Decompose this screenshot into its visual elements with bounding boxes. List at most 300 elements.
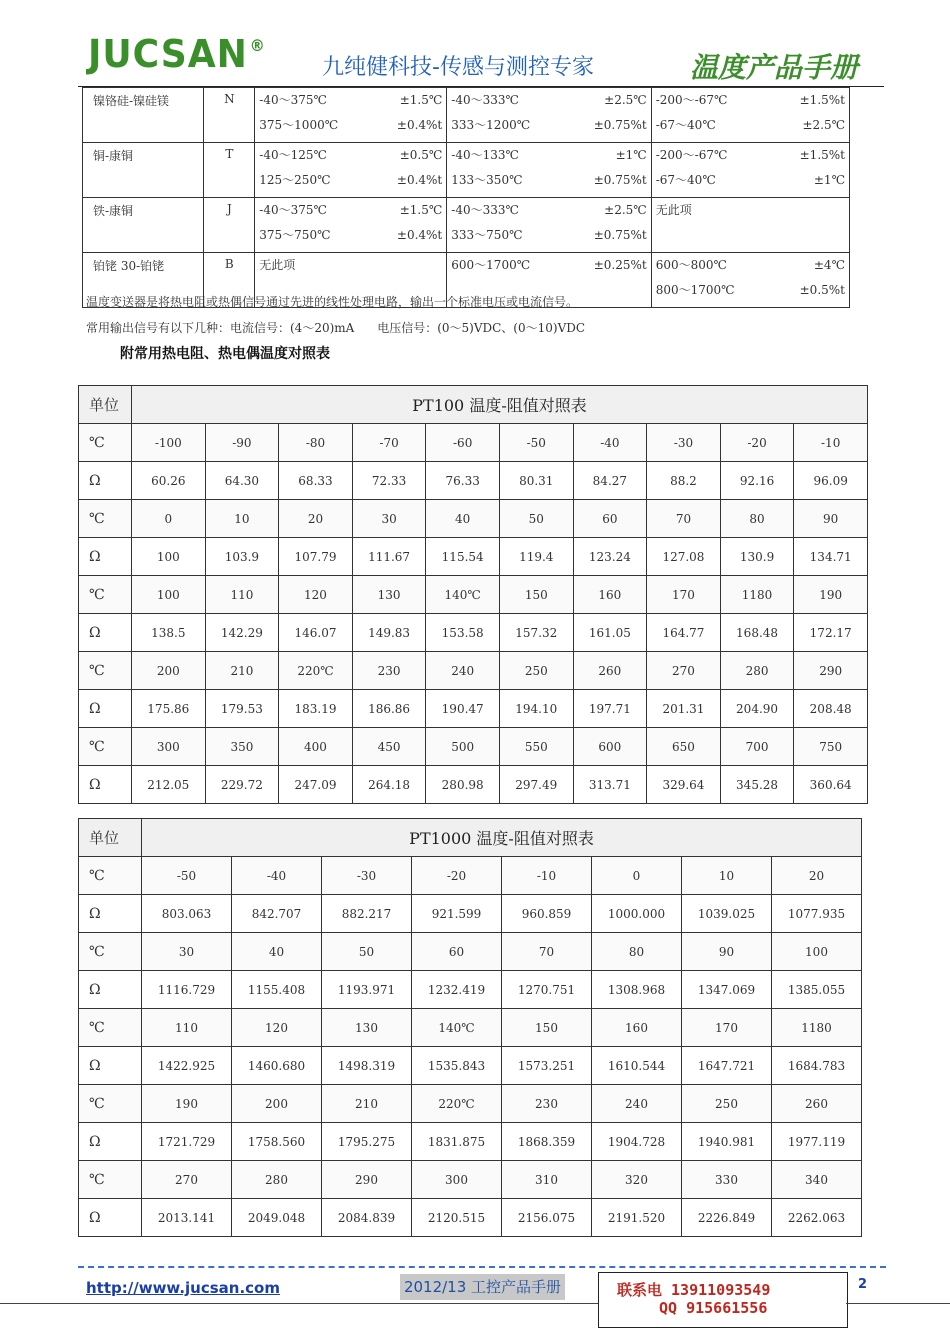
- table-header-row: [79, 386, 868, 424]
- resistance-cell: 1795.275: [322, 1123, 412, 1161]
- tc-accuracy-cell: [651, 198, 849, 253]
- temperature-cell: 650: [647, 728, 721, 766]
- resistance-cell: 80.31: [499, 462, 573, 500]
- resistance-cell: 96.09: [794, 462, 868, 500]
- resistance-cell: 2156.075: [502, 1199, 592, 1237]
- tc-accuracy-cell: [447, 143, 651, 198]
- temperature-cell: 10: [205, 500, 279, 538]
- resistance-cell: 2226.849: [682, 1199, 772, 1237]
- temperature-cell: 110: [205, 576, 279, 614]
- celsius-symbol: ℃: [79, 500, 132, 538]
- resistance-row: [79, 614, 868, 652]
- resistance-cell: 280.98: [426, 766, 500, 804]
- tc-range-line: [447, 168, 650, 193]
- celsius-symbol: ℃: [79, 1085, 142, 1123]
- tc-range: -40～333℃: [451, 203, 519, 217]
- temperature-cell: 20: [279, 500, 353, 538]
- table-title: PT100 温度-阻值对照表: [132, 386, 868, 424]
- tc-range-line: [447, 198, 650, 223]
- temperature-cell: 330: [682, 1161, 772, 1199]
- company-tagline: 九纯健科技-传感与测控专家: [322, 55, 594, 80]
- temperature-cell: 120: [232, 1009, 322, 1047]
- temperature-cell: 220℃: [279, 652, 353, 690]
- resistance-cell: 164.77: [647, 614, 721, 652]
- temperature-cell: 150: [499, 576, 573, 614]
- temperature-cell: 320: [592, 1161, 682, 1199]
- temperature-cell: 550: [499, 728, 573, 766]
- ohm-symbol: Ω: [79, 1123, 142, 1161]
- resistance-cell: 161.05: [573, 614, 647, 652]
- temperature-cell: 190: [142, 1085, 232, 1123]
- temperature-cell: 90: [682, 933, 772, 971]
- tc-range-line: [255, 88, 446, 113]
- temperature-cell: 280: [232, 1161, 322, 1199]
- temperature-cell: 70: [647, 500, 721, 538]
- tc-tolerance: ±2.5℃: [802, 118, 845, 132]
- tc-tolerance: ±0.4%t: [396, 118, 443, 132]
- temperature-cell: -80: [279, 424, 353, 462]
- tc-range: 375～750℃: [259, 228, 331, 242]
- temperature-cell: 140℃: [426, 576, 500, 614]
- resistance-cell: 68.33: [279, 462, 353, 500]
- celsius-symbol: ℃: [79, 652, 132, 690]
- tc-tolerance: ±1℃: [813, 173, 845, 187]
- resistance-cell: 1535.843: [412, 1047, 502, 1085]
- tc-range-line: [652, 223, 849, 248]
- tc-type-name: 铂铑 30-铂铑: [83, 253, 204, 308]
- temperature-cell: -70: [352, 424, 426, 462]
- temperature-cell: 170: [682, 1009, 772, 1047]
- resistance-cell: 882.217: [322, 895, 412, 933]
- ohm-symbol: Ω: [79, 1199, 142, 1237]
- resistance-cell: 88.2: [647, 462, 721, 500]
- resistance-cell: 1039.025: [682, 895, 772, 933]
- document-title: 温度产品手册: [690, 51, 859, 84]
- resistance-cell: 134.71: [794, 538, 868, 576]
- temperature-row: [79, 728, 868, 766]
- tc-tolerance: ±0.75%t: [593, 173, 647, 187]
- resistance-cell: 960.859: [502, 895, 592, 933]
- temperature-cell: -40: [232, 857, 322, 895]
- temperature-cell: -10: [502, 857, 592, 895]
- temperature-cell: -10: [794, 424, 868, 462]
- tc-range: -67～40℃: [655, 118, 716, 132]
- resistance-row: [79, 895, 862, 933]
- resistance-cell: 142.29: [205, 614, 279, 652]
- resistance-cell: 1721.729: [142, 1123, 232, 1161]
- temperature-cell: 200: [232, 1085, 322, 1123]
- tc-range: 133～350℃: [451, 173, 523, 187]
- tc-row: [83, 198, 850, 253]
- resistance-cell: 921.599: [412, 895, 502, 933]
- temperature-cell: 240: [426, 652, 500, 690]
- thermocouple-accuracy-table: [82, 87, 850, 308]
- tc-accuracy-cell: [651, 143, 849, 198]
- resistance-row: [79, 538, 868, 576]
- resistance-cell: 1460.680: [232, 1047, 322, 1085]
- tc-tolerance: ±2.5℃: [604, 93, 647, 107]
- resistance-cell: 194.10: [499, 690, 573, 728]
- resistance-cell: 1647.721: [682, 1047, 772, 1085]
- temperature-cell: -20: [412, 857, 502, 895]
- tc-tolerance: ±0.4%t: [396, 173, 443, 187]
- tc-row: [83, 143, 850, 198]
- resistance-cell: 179.53: [205, 690, 279, 728]
- tc-range: -200～-67℃: [655, 148, 728, 162]
- resistance-cell: 190.47: [426, 690, 500, 728]
- temperature-cell: 160: [573, 576, 647, 614]
- resistance-cell: 119.4: [499, 538, 573, 576]
- tc-range-line: [652, 253, 849, 278]
- temperature-cell: 40: [426, 500, 500, 538]
- temperature-cell: 500: [426, 728, 500, 766]
- resistance-cell: 123.24: [573, 538, 647, 576]
- tc-tolerance: ±4℃: [813, 258, 845, 272]
- temperature-cell: 10: [682, 857, 772, 895]
- temperature-cell: -50: [142, 857, 232, 895]
- tc-accuracy-cell: [255, 143, 447, 198]
- temperature-row: [79, 500, 868, 538]
- tc-range-line: [447, 143, 650, 168]
- temperature-row: [79, 857, 862, 895]
- resistance-cell: 1684.783: [772, 1047, 862, 1085]
- celsius-symbol: ℃: [79, 576, 132, 614]
- temperature-cell: 50: [499, 500, 573, 538]
- tc-range-line: [652, 278, 849, 303]
- tc-range-line: [255, 253, 446, 278]
- tc-range-line: [255, 198, 446, 223]
- resistance-cell: 229.72: [205, 766, 279, 804]
- tc-tolerance: ±1.5℃: [399, 93, 443, 107]
- temperature-row: [79, 1009, 862, 1047]
- tc-range: -40～133℃: [451, 148, 519, 162]
- tc-range-line: [447, 88, 650, 113]
- resistance-cell: 2191.520: [592, 1199, 682, 1237]
- tc-tolerance: ±0.5%t: [799, 283, 845, 297]
- company-logo: JUCSAN ®: [88, 32, 266, 76]
- temperature-row: [79, 424, 868, 462]
- tc-range: 333～750℃: [451, 228, 523, 242]
- temperature-cell: 1180: [772, 1009, 862, 1047]
- resistance-row: [79, 971, 862, 1009]
- temperature-cell: 140℃: [412, 1009, 502, 1047]
- resistance-cell: 157.32: [499, 614, 573, 652]
- tc-tolerance: ±0.25%t: [593, 258, 647, 272]
- celsius-symbol: ℃: [79, 1161, 142, 1199]
- tc-type-code: J: [204, 198, 255, 253]
- temperature-cell: 30: [352, 500, 426, 538]
- resistance-cell: 1385.055: [772, 971, 862, 1009]
- resistance-cell: 1308.968: [592, 971, 682, 1009]
- resistance-cell: 1116.729: [142, 971, 232, 1009]
- tc-type-code: N: [204, 88, 255, 143]
- resistance-cell: 111.67: [352, 538, 426, 576]
- resistance-cell: 60.26: [132, 462, 206, 500]
- tc-tolerance: ±1.5%t: [799, 93, 845, 107]
- temperature-row: [79, 652, 868, 690]
- resistance-cell: 1758.560: [232, 1123, 322, 1161]
- temperature-cell: 340: [772, 1161, 862, 1199]
- temperature-cell: -40: [573, 424, 647, 462]
- resistance-row: [79, 690, 868, 728]
- table-header-row: [79, 819, 862, 857]
- resistance-cell: 127.08: [647, 538, 721, 576]
- temperature-cell: 120: [279, 576, 353, 614]
- tc-row: [83, 88, 850, 143]
- tc-range-line: [255, 143, 446, 168]
- pt100-table: [78, 385, 868, 804]
- contact-phone: 联系电 13911093549: [617, 1281, 771, 1299]
- tc-range: 333～1200℃: [451, 118, 531, 132]
- temperature-cell: -50: [499, 424, 573, 462]
- tc-range-line: [255, 113, 446, 138]
- tc-range-line: [255, 223, 446, 248]
- resistance-cell: 168.48: [720, 614, 794, 652]
- temperature-cell: 230: [352, 652, 426, 690]
- temperature-cell: 310: [502, 1161, 592, 1199]
- resistance-cell: 1077.935: [772, 895, 862, 933]
- tc-accuracy-cell: [255, 198, 447, 253]
- temperature-cell: 70: [502, 933, 592, 971]
- resistance-cell: 146.07: [279, 614, 353, 652]
- temperature-row: [79, 1085, 862, 1123]
- tc-accuracy-cell: [651, 88, 849, 143]
- temperature-cell: 260: [573, 652, 647, 690]
- footer-rule-right: [846, 1303, 950, 1304]
- output-signal-note: 常用输出信号有以下几种：电流信号：(4～20)mA 电压信号：(0～5)VDC、(0～10)VDC: [86, 321, 586, 335]
- temperature-cell: 260: [772, 1085, 862, 1123]
- resistance-cell: 138.5: [132, 614, 206, 652]
- celsius-symbol: ℃: [79, 857, 142, 895]
- temperature-cell: 750: [794, 728, 868, 766]
- website-link[interactable]: http://www.jucsan.com: [86, 1279, 280, 1297]
- ohm-symbol: Ω: [79, 766, 132, 804]
- contact-qq: QQ 915661556: [659, 1299, 768, 1317]
- tc-range: -67～40℃: [655, 173, 716, 187]
- temperature-cell: 220℃: [412, 1085, 502, 1123]
- temperature-cell: 80: [720, 500, 794, 538]
- ohm-symbol: Ω: [79, 462, 132, 500]
- ohm-symbol: Ω: [79, 971, 142, 1009]
- resistance-cell: 153.58: [426, 614, 500, 652]
- contact-box: [598, 1272, 848, 1328]
- temperature-cell: 250: [682, 1085, 772, 1123]
- tc-range: 125～250℃: [259, 173, 331, 187]
- tc-accuracy-cell: [651, 253, 849, 308]
- celsius-symbol: ℃: [79, 1009, 142, 1047]
- tc-range-line: [652, 113, 849, 138]
- resistance-cell: 2120.515: [412, 1199, 502, 1237]
- resistance-cell: 186.86: [352, 690, 426, 728]
- tc-range-line: [447, 253, 650, 278]
- temperature-cell: 20: [772, 857, 862, 895]
- resistance-cell: 2049.048: [232, 1199, 322, 1237]
- temperature-cell: 350: [205, 728, 279, 766]
- resistance-cell: 201.31: [647, 690, 721, 728]
- resistance-cell: 1422.925: [142, 1047, 232, 1085]
- temperature-cell: 210: [322, 1085, 412, 1123]
- temperature-cell: -100: [132, 424, 206, 462]
- ohm-symbol: Ω: [79, 1047, 142, 1085]
- tc-range-line: [652, 198, 849, 223]
- temperature-cell: 110: [142, 1009, 232, 1047]
- tc-range-line: [255, 168, 446, 193]
- temperature-cell: 190: [794, 576, 868, 614]
- ohm-symbol: Ω: [79, 614, 132, 652]
- tc-range: -40～375℃: [259, 93, 327, 107]
- tc-type-name: 镍铬硅-镍硅镁: [83, 88, 204, 143]
- resistance-cell: 107.79: [279, 538, 353, 576]
- temperature-cell: 150: [502, 1009, 592, 1047]
- temperature-cell: 290: [794, 652, 868, 690]
- transmitter-description: 温度变送器是将热电阻或热偶信号通过先进的线性处理电路，输出一个标准电压或电流信号。: [86, 295, 579, 309]
- tc-range: 无此项: [655, 203, 692, 217]
- resistance-cell: 103.9: [205, 538, 279, 576]
- tc-range-line: [447, 113, 650, 138]
- temperature-cell: 170: [647, 576, 721, 614]
- resistance-cell: 183.19: [279, 690, 353, 728]
- resistance-cell: 212.05: [132, 766, 206, 804]
- tc-accuracy-cell: [447, 198, 651, 253]
- temperature-cell: -30: [322, 857, 412, 895]
- temperature-cell: 0: [132, 500, 206, 538]
- tc-range: 600～1700℃: [451, 258, 531, 272]
- footer-rule: [0, 1303, 598, 1304]
- resistance-row: [79, 766, 868, 804]
- tc-tolerance: ±2.5℃: [604, 203, 647, 217]
- resistance-cell: 1347.069: [682, 971, 772, 1009]
- resistance-cell: 345.28: [720, 766, 794, 804]
- resistance-cell: 1977.119: [772, 1123, 862, 1161]
- resistance-cell: 208.48: [794, 690, 868, 728]
- temperature-cell: 300: [132, 728, 206, 766]
- temperature-cell: 300: [412, 1161, 502, 1199]
- temperature-cell: 100: [772, 933, 862, 971]
- tc-range-line: [652, 143, 849, 168]
- temperature-cell: 240: [592, 1085, 682, 1123]
- resistance-cell: 247.09: [279, 766, 353, 804]
- tc-type-code: T: [204, 143, 255, 198]
- resistance-cell: 1270.751: [502, 971, 592, 1009]
- resistance-cell: 1155.408: [232, 971, 322, 1009]
- tc-type-name: 铁-康铜: [83, 198, 204, 253]
- temperature-cell: 60: [412, 933, 502, 971]
- temperature-cell: 130: [352, 576, 426, 614]
- pt1000-table: [78, 818, 862, 1237]
- temperature-cell: 600: [573, 728, 647, 766]
- resistance-cell: 264.18: [352, 766, 426, 804]
- ohm-symbol: Ω: [79, 690, 132, 728]
- tc-tolerance: ±1℃: [615, 148, 647, 162]
- temperature-cell: 200: [132, 652, 206, 690]
- resistance-cell: 2013.141: [142, 1199, 232, 1237]
- resistance-row: [79, 1123, 862, 1161]
- temperature-cell: -30: [647, 424, 721, 462]
- tc-tolerance: ±1.5℃: [399, 203, 443, 217]
- tc-type-code: B: [204, 253, 255, 308]
- temperature-cell: -20: [720, 424, 794, 462]
- celsius-symbol: ℃: [79, 424, 132, 462]
- tc-tolerance: ±0.4%t: [396, 228, 443, 242]
- tc-range: 无此项: [259, 258, 296, 272]
- resistance-cell: 313.71: [573, 766, 647, 804]
- temperature-cell: 450: [352, 728, 426, 766]
- temperature-row: [79, 1161, 862, 1199]
- temperature-cell: 400: [279, 728, 353, 766]
- temperature-cell: 270: [647, 652, 721, 690]
- resistance-cell: 92.16: [720, 462, 794, 500]
- resistance-cell: 175.86: [132, 690, 206, 728]
- resistance-cell: 1498.319: [322, 1047, 412, 1085]
- resistance-cell: 149.83: [352, 614, 426, 652]
- tc-tolerance: ±0.5℃: [399, 148, 443, 162]
- tc-range: -40～333℃: [451, 93, 519, 107]
- resistance-cell: 1573.251: [502, 1047, 592, 1085]
- footer-dashed-divider: [78, 1266, 886, 1268]
- resistance-cell: 1940.981: [682, 1123, 772, 1161]
- tc-range: -40～125℃: [259, 148, 327, 162]
- resistance-cell: 76.33: [426, 462, 500, 500]
- resistance-cell: 1232.419: [412, 971, 502, 1009]
- resistance-cell: 72.33: [352, 462, 426, 500]
- tc-range-line: [652, 88, 849, 113]
- resistance-cell: 172.17: [794, 614, 868, 652]
- tc-accuracy-cell: [255, 88, 447, 143]
- resistance-cell: 1193.971: [322, 971, 412, 1009]
- tc-range: 375～1000℃: [259, 118, 339, 132]
- resistance-cell: 329.64: [647, 766, 721, 804]
- tc-range: 600～800℃: [655, 258, 727, 272]
- celsius-symbol: ℃: [79, 933, 142, 971]
- tc-range: -200～-67℃: [655, 93, 728, 107]
- resistance-cell: 1868.359: [502, 1123, 592, 1161]
- temperature-cell: 30: [142, 933, 232, 971]
- resistance-cell: 1610.544: [592, 1047, 682, 1085]
- ohm-symbol: Ω: [79, 895, 142, 933]
- resistance-cell: 130.9: [720, 538, 794, 576]
- resistance-row: [79, 1199, 862, 1237]
- section-title: 附常用热电阻、热电偶温度对照表: [120, 346, 330, 362]
- temperature-cell: 0: [592, 857, 682, 895]
- resistance-cell: 803.063: [142, 895, 232, 933]
- table-title: PT1000 温度-阻值对照表: [142, 819, 862, 857]
- temperature-cell: 230: [502, 1085, 592, 1123]
- temperature-cell: 130: [322, 1009, 412, 1047]
- temperature-cell: 270: [142, 1161, 232, 1199]
- tc-range-line: [652, 168, 849, 193]
- resistance-cell: 1000.000: [592, 895, 682, 933]
- resistance-cell: 100: [132, 538, 206, 576]
- edition-label: 2012/13 工控产品手册: [400, 1274, 565, 1300]
- temperature-cell: 1180: [720, 576, 794, 614]
- temperature-row: [79, 576, 868, 614]
- resistance-cell: 842.707: [232, 895, 322, 933]
- resistance-cell: 360.64: [794, 766, 868, 804]
- temperature-cell: 280: [720, 652, 794, 690]
- temperature-cell: 250: [499, 652, 573, 690]
- resistance-cell: 2262.063: [772, 1199, 862, 1237]
- resistance-cell: 1904.728: [592, 1123, 682, 1161]
- tc-accuracy-cell: [447, 88, 651, 143]
- resistance-cell: 115.54: [426, 538, 500, 576]
- celsius-symbol: ℃: [79, 728, 132, 766]
- temperature-cell: 290: [322, 1161, 412, 1199]
- temperature-cell: 60: [573, 500, 647, 538]
- temperature-cell: 700: [720, 728, 794, 766]
- tc-range-line: [447, 223, 650, 248]
- resistance-cell: 84.27: [573, 462, 647, 500]
- temperature-cell: -60: [426, 424, 500, 462]
